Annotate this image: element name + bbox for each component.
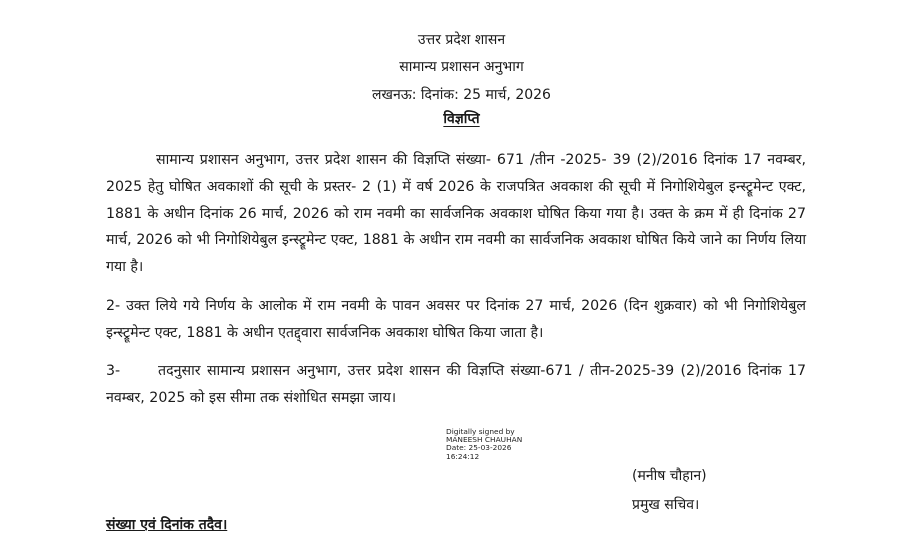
- paragraph-2: 2- उक्त लिये गये निर्णय के आलोक में राम नवमी के पावन अवसर पर दिनांक 27 मार्च, 2026 (दिन शुक्रवार) को भी निगोशियेबुल इन्स्ट्रूमेन्ट एक्ट, 1881 के अधीन एतद्द्वारा सार्वजनिक अवकाश घोषित किया जाता है।: [106, 298, 806, 341]
- govt-name: उत्तर प्रदेश शासन: [417, 32, 506, 48]
- signature-line-2: MANEESH CHAUHAN: [446, 435, 523, 445]
- paragraph-3: [106, 358, 806, 412]
- signature-line-4: 16:24:12: [446, 451, 480, 461]
- paragraph-3-text: तदनुसार सामान्य प्रशासन अनुभाग, उत्तर प्रदेश शासन की विज्ञप्ति संख्या-671 / तीन-2025-39 (2)/2016 दिनांक 17 नवम्बर, 2025 को इस सीमा तक संशोधित समझा जाय।: [106, 363, 806, 406]
- signatory-designation: प्रमुख सचिव।: [632, 497, 700, 513]
- document-title: विज्ञप्ति: [443, 111, 480, 127]
- reference-footer: संख्या एवं दिनांक तदैव।: [106, 517, 228, 533]
- paragraph-1: सामान्य प्रशासन अनुभाग, उत्तर प्रदेश शासन की विज्ञप्ति संख्या- 671 /तीन -2025- 39 (2)/2016 दिनांक 17 नवम्बर, 2025 हेतु घोषित अवकाशों की सूची के प्रस्तर- 2 (1) में वर्ष 2026 के राजपत्रित अवकाश की सूची में निगोशियेबुल इन्स्ट्रूमेन्ट एक्ट, 1881 के अधीन दिनांक 26 मार्च, 2026 को राम नवमी का सार्वजनिक अवकाश घोषित किया गया है। उक्त के क्रम में ही दिनांक 27 मार्च, 2026 को भी निगोशियेबुल इन्स्ट्रूमेन्ट एक्ट, 1881 के अधीन राम नवमी का सार्वजनिक अवकाश घोषित किये जाने का निर्णय लिया गया है।: [106, 152, 806, 276]
- paragraph-3-number: 3-: [106, 363, 121, 379]
- department-name: सामान्य प्रशासन अनुभाग: [399, 59, 524, 75]
- document-title-row: [0, 109, 923, 129]
- digital-signature-block: [446, 428, 522, 461]
- signature-line-1: Digitally signed by: [446, 427, 515, 436]
- place-date: लखनऊ: दिनांक: 25 मार्च, 2026: [372, 87, 551, 103]
- signatory-name: (मनीष चौहान): [632, 468, 707, 484]
- signature-line-3: Date: 25-03-2026: [446, 443, 512, 453]
